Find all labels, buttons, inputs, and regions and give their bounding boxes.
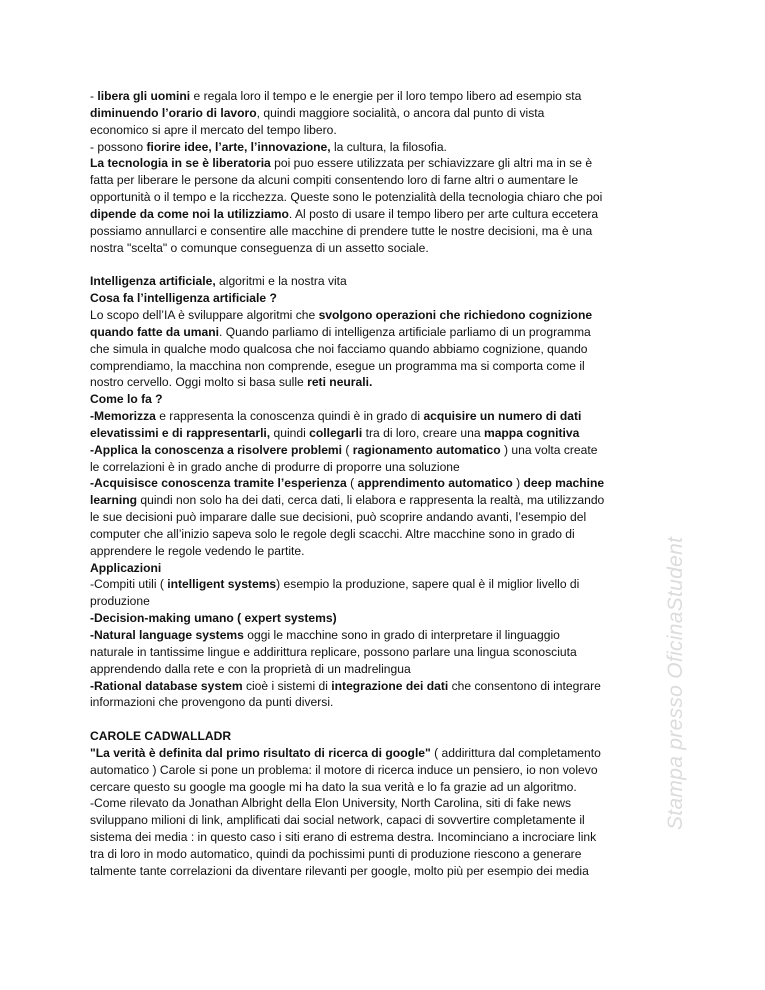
bold-text: -Applica la conoscenza a risolvere problemi — [90, 442, 343, 457]
text-line — [90, 139, 690, 156]
text-line — [90, 576, 690, 593]
text-line — [90, 341, 690, 358]
text-span: apprendendo dalla rete e con la proprietà di un madrelingua — [90, 661, 411, 676]
text-line — [90, 206, 690, 223]
text-span: e regala loro il tempo e le energie per il loro tempo libero ad esempio sta — [190, 89, 582, 103]
bold-text: CAROLE CADWALLADR — [90, 729, 232, 744]
text-line — [90, 290, 690, 307]
text-span: fatta per liberare le persone da alcuni compiti consentendo loro di farne altri o aumentare le — [90, 173, 579, 188]
text-line — [90, 661, 690, 678]
text-line — [90, 358, 690, 375]
text-span: ( — [346, 476, 358, 491]
text-line — [90, 863, 690, 880]
text-line — [90, 172, 690, 189]
text-span: poi puo essere utilizzata per schiavizzare gli altri ma in se è — [270, 156, 593, 171]
text-line — [90, 829, 690, 846]
paragraph-gap — [90, 256, 690, 273]
text-span: oggi le macchine sono in grado di interpretare il linguaggio — [243, 628, 560, 642]
text-span: che consentono di integrare — [448, 678, 601, 693]
bold-text: quando fatte da umani — [90, 324, 220, 339]
text-line — [90, 745, 690, 762]
bold-text: mappa cognitiva — [483, 425, 580, 440]
text-span: , quindi maggiore socialità, o ancora dal punto di vista — [256, 105, 545, 120]
bold-text: intelligent systems — [167, 577, 277, 592]
paragraph-gap — [90, 711, 690, 728]
text-span: economico si apre il mercato del tempo libero. — [90, 122, 337, 137]
text-span: ) — [512, 476, 524, 491]
text-span: quindi — [270, 425, 310, 440]
text-span: -Come rilevato da Jonathan Albright della Elon University, North Carolina, siti di fake news — [90, 796, 572, 811]
text-span: ( addirittura dal completamento — [430, 745, 601, 760]
text-span: comprendiamo, la macchina non comprende, esegue un programma ma si comporta come il — [90, 358, 585, 373]
bold-text: acquisire un numero di dati — [423, 409, 582, 424]
text-line — [90, 812, 690, 829]
bold-text: dipende da come noi la utilizziamo — [90, 206, 289, 221]
text-line — [90, 779, 690, 796]
bold-text: Cosa fa l’intelligenza artificiale ? — [90, 291, 277, 306]
document-body — [90, 88, 690, 880]
text-span: automatico ) Carole si pone un problema: il motore di ricerca induce un pensiero, io non volevo — [90, 762, 598, 777]
text-span: informazioni che provengono da punti diversi. — [90, 695, 334, 710]
text-line — [90, 475, 690, 492]
bold-text: -Decision-making umano ( expert systems) — [90, 611, 337, 626]
text-line — [90, 223, 690, 240]
text-span: ) esempio la produzione, sapere qual è il miglior livello di — [276, 577, 580, 592]
bold-text: "La verità è definita dal primo risultato di ricerca di google" — [90, 745, 431, 760]
bold-text: ragionamento automatico — [352, 442, 501, 457]
bold-text: deep machine — [523, 476, 605, 491]
text-line — [90, 762, 690, 779]
text-line — [90, 408, 690, 425]
text-span: nostro cervello. Oggi molto si basa sulle — [90, 375, 308, 390]
text-span: quindi non solo ha dei dati, cerca dati, li elabora e rappresenta la realtà, ma utilizzando — [137, 493, 605, 508]
text-line — [90, 560, 690, 577]
text-line — [90, 324, 690, 341]
text-line — [90, 610, 690, 627]
text-span: naturale in tantissime lingue e addirittura replicare, possono parlare una lingua sconosciuta — [90, 644, 577, 659]
text-span: opportunità o il tempo e la ricchezza. Queste sono le potenzialità della tecnologia chiaro che poi — [90, 190, 603, 205]
text-span: talmente tante correlazioni da diventare rilevanti per google, molto più per esempio dei media — [90, 863, 589, 878]
text-span: nostra "scelta" o comunque conseguenza di un assetto sociale. — [90, 240, 429, 255]
text-span: computer che all’inizio sapeva solo le regole degli scacchi. Altre macchine sono in grado di — [90, 526, 575, 541]
text-span: produzione — [90, 594, 150, 609]
text-span: cioè i sistemi di — [242, 678, 332, 693]
bold-text: apprendimento automatico — [357, 476, 513, 491]
text-span: cercare questo su google ma google mi ha dato la sua verità e lo fa grazie ad un algoritmo. — [90, 779, 577, 794]
bold-text: -Natural language systems — [90, 628, 244, 642]
text-span: la cultura, la filosofia. — [330, 139, 447, 154]
bold-text: elevatissimi e di rappresentarli, — [90, 425, 271, 440]
text-line — [90, 492, 690, 509]
text-span: tra di loro in modo automatico, quindi da pochissimi punti di produzione riescono a generare — [90, 846, 582, 861]
text-line — [90, 189, 690, 206]
text-line — [90, 593, 690, 610]
text-span: sistema dei media : in questo caso i siti erano di estrema destra. Incominciano a incrociare link — [90, 830, 597, 845]
bold-text: Come lo fa ? — [90, 392, 163, 407]
text-span: . Al posto di usare il tempo libero per arte cultura eccetera — [288, 206, 599, 221]
text-line — [90, 105, 690, 122]
text-line — [90, 694, 690, 711]
bold-text: collegarli — [309, 425, 363, 440]
bold-text: -Memorizza — [90, 409, 156, 424]
bold-text: La tecnologia in se è liberatoria — [90, 156, 271, 171]
text-span: . Quando parliamo di intelligenza artificiale parliamo di un programma — [219, 324, 591, 339]
bold-text: Intelligenza artificiale, — [90, 274, 216, 289]
text-line — [90, 644, 690, 661]
text-line — [90, 678, 690, 695]
text-line — [90, 459, 690, 476]
text-span: ( — [342, 442, 353, 457]
text-span: le correlazioni è in grado anche di produrre di proporre una soluzione — [90, 459, 460, 474]
text-line — [90, 155, 690, 172]
bold-text: reti neurali. — [307, 375, 373, 390]
text-line — [90, 273, 690, 290]
text-span: Lo scopo dell’IA è sviluppare algoritmi che — [90, 307, 319, 322]
text-span: possiamo annullarci e consentire alle macchine di prendere tutte le nostre decisioni, ma è una — [90, 223, 593, 238]
text-span: che simula in qualche modo qualcosa che noi facciamo quando abbiamo cognizione, quando — [90, 341, 588, 356]
text-span: - possono — [90, 139, 147, 154]
text-span: algoritmi e la nostra vita — [215, 274, 347, 289]
text-span: - — [90, 89, 98, 103]
text-line — [90, 374, 690, 391]
text-line — [90, 442, 690, 459]
bold-text: fiorire idee, l’arte, l’innovazione, — [146, 139, 331, 154]
bold-text: svolgono operazioni che richiedono cognizione — [318, 307, 593, 322]
text-span: tra di loro, creare una — [362, 425, 484, 440]
watermark: Stampa presso OficinaStudent — [664, 536, 687, 830]
text-line — [90, 795, 690, 812]
text-line — [90, 543, 690, 560]
text-span: e rappresenta la conoscenza quindi è in grado di — [155, 409, 424, 424]
text-line — [90, 88, 690, 105]
bold-text: -Acquisisce conoscenza tramite l’esperienza — [90, 476, 347, 491]
bold-text: -Rational database system — [90, 678, 243, 693]
text-line — [90, 728, 690, 745]
bold-text: libera gli uomini — [97, 89, 191, 103]
bold-text: integrazione dei dati — [331, 678, 449, 693]
bold-text: diminuendo l’orario di lavoro — [90, 105, 257, 120]
text-line — [90, 509, 690, 526]
bold-text: Applicazioni — [90, 560, 162, 575]
text-line — [90, 846, 690, 863]
text-line — [90, 627, 690, 644]
text-line — [90, 240, 690, 257]
text-line — [90, 307, 690, 324]
text-span: ) una volta create — [500, 442, 598, 457]
text-line — [90, 122, 690, 139]
text-line — [90, 425, 690, 442]
text-line — [90, 526, 690, 543]
bold-text: learning — [90, 493, 138, 508]
text-span: -Compiti utili ( — [90, 577, 168, 592]
text-span: le sue decisioni può imparare dalle sue decisioni, può scoprire andando avanti, l’esempio del — [90, 510, 587, 525]
text-span: sviluppano milioni di link, amplificati dai social network, capaci di sovvertire completamente il — [90, 813, 585, 828]
text-span: apprendere le regole vedendo le partite. — [90, 543, 305, 558]
text-line — [90, 391, 690, 408]
